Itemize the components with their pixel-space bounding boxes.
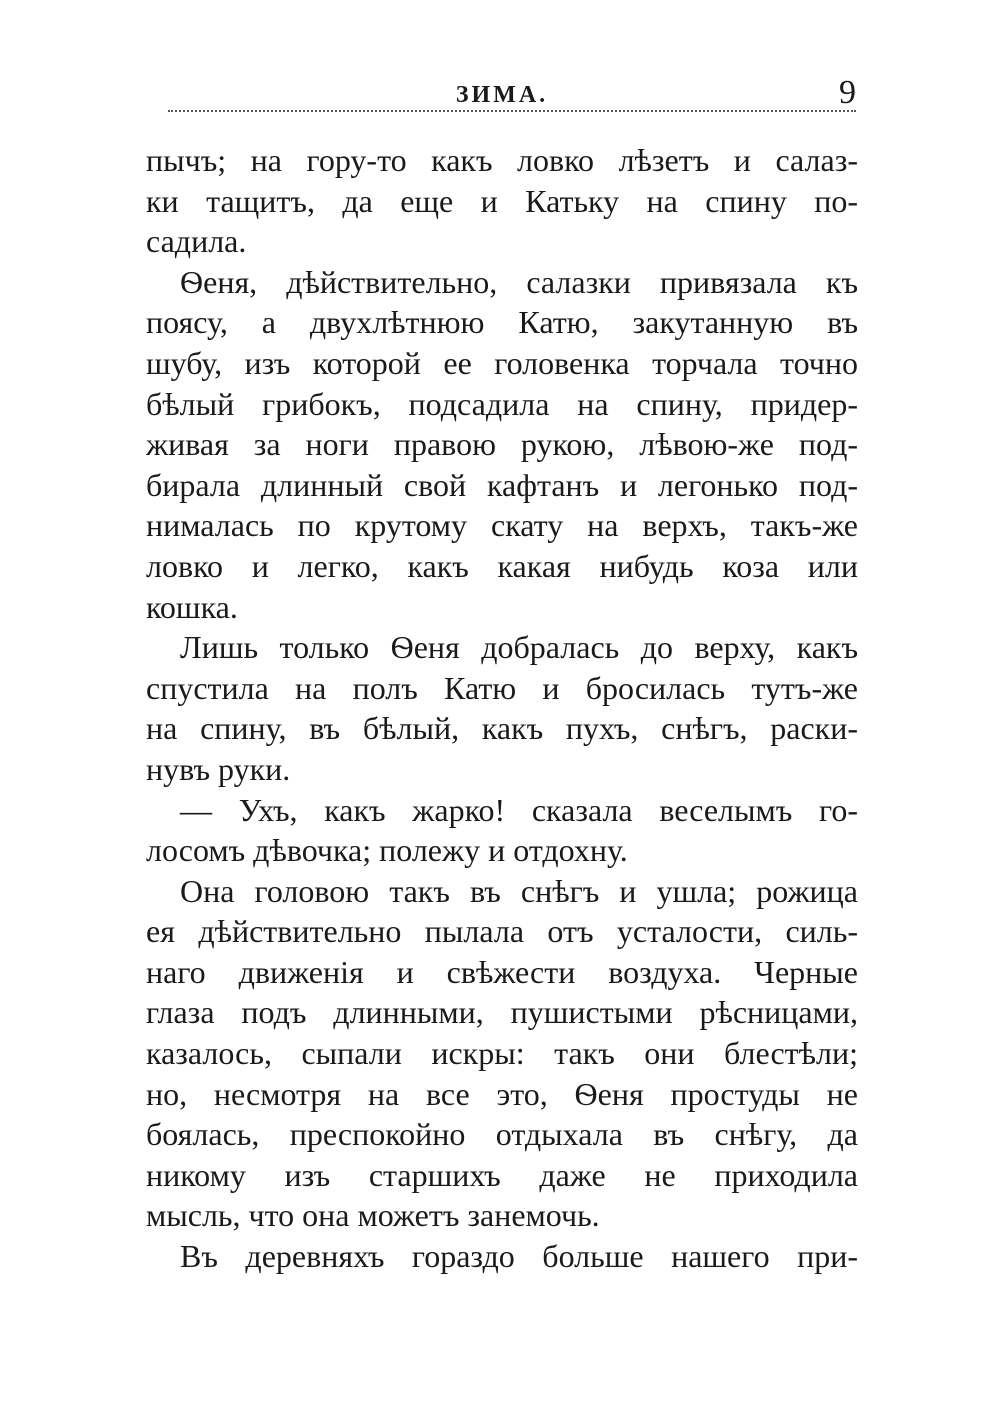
paragraph	[146, 1236, 858, 1277]
text-line: мысль, что она можетъ занемочь.	[146, 1197, 600, 1234]
text-line: спустила на полъ Катю и бросилась тутъ-же	[146, 669, 858, 706]
text-line: никому изъ старшихъ даже не приходила	[146, 1156, 858, 1193]
text-line: нувъ руки.	[146, 750, 291, 787]
running-head	[146, 74, 858, 114]
text-line: Въ деревняхъ гораздо больше нашего при-	[180, 1238, 858, 1275]
running-title: ЗИМА.	[455, 82, 549, 108]
paragraph	[146, 790, 858, 871]
text-line: Ѳеня, дѣйствительно, салазки привязала къ	[180, 263, 858, 300]
text-line: на спину, въ бѣлый, какъ пухъ, снѣгъ, раски-	[146, 710, 858, 747]
paragraph	[146, 140, 858, 262]
text-line: живая за ноги правою рукою, лѣвою-же под-	[146, 426, 858, 463]
text-line: наго движенія и свѣжести воздуха. Черные	[146, 953, 858, 990]
text-line: боялась, преспокойно отдыхала въ снѣгу, да	[146, 1116, 858, 1153]
text-line: пычъ; на гору-то какъ ловко лѣзетъ и салаз-	[146, 142, 858, 178]
page-number: 9	[839, 74, 856, 111]
text-line: казалось, сыпали искры: такъ они блестѣли;	[146, 1035, 858, 1072]
text-line: шубу, изъ которой ее головенка торчала точно	[146, 344, 858, 381]
text-line: ки тащитъ, да еще и Катьку на спину по-	[146, 182, 858, 219]
text-line: Она головою такъ въ снѣгъ и ушла; рожица	[180, 872, 858, 909]
text-line: поясу, а двухлѣтнюю Катю, закутанную въ	[146, 304, 858, 341]
header-rule	[168, 110, 856, 112]
text-line: Лишь только Ѳеня добралась до верху, какъ	[180, 629, 858, 666]
text-line: кошка.	[146, 588, 238, 625]
text-line: бирала длинный свой кафтанъ и легонько под-	[146, 466, 858, 503]
text-line: ловко и легко, какъ какая нибудь коза или	[146, 547, 858, 584]
text-line: нималась по крутому скату на верхъ, такъ-же	[146, 507, 858, 544]
paragraph	[146, 871, 858, 1236]
text-line: бѣлый грибокъ, подсадила на спину, придер-	[146, 385, 858, 422]
text-line: — Ухъ, какъ жарко! сказала веселымъ го-	[180, 791, 858, 828]
text-line: ея дѣйствительно пылала отъ усталости, силь-	[146, 913, 858, 950]
paragraph	[146, 627, 858, 789]
text-line: лосомъ дѣвочка; полежу и отдохну.	[146, 832, 628, 869]
text-line: садила.	[146, 223, 247, 260]
paragraph	[146, 262, 858, 627]
body-text	[146, 140, 858, 1277]
text-line: глаза подъ длинными, пушистыми рѣсницами,	[146, 994, 858, 1031]
text-line: но, несмотря на все это, Ѳеня простуды не	[146, 1075, 858, 1112]
